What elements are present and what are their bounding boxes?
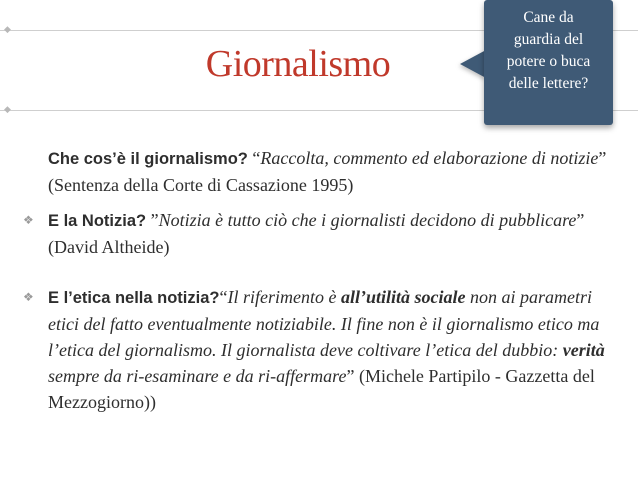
open-quote: “ xyxy=(247,148,261,168)
item-quote: Notizia è tutto ciò che i giornalisti decidono di pubblicare xyxy=(158,210,577,230)
close-quote: ” xyxy=(598,148,607,168)
divider-diamond-icon: ◆ xyxy=(4,104,11,114)
callout-box xyxy=(484,0,613,125)
item-label: E l’etica nella notizia? xyxy=(48,289,220,307)
item-source: (Sentenza della Corte di Cassazione 1995) xyxy=(48,175,354,195)
definition-journalism xyxy=(48,145,614,198)
item-quote: non ai parametri etici del fatto eventualmente notiziabile. Il fine non è il giornalismo etico ma l’etica del giornalismo. Il giornalista deve coltivare l’etica del dubbio: xyxy=(48,287,600,360)
close-quote: ” xyxy=(346,366,355,386)
callout-text xyxy=(484,7,613,95)
callout-pointer xyxy=(460,50,486,78)
item-quote: Il riferimento è xyxy=(227,287,341,307)
definition-ethics xyxy=(48,284,614,415)
slide-title: Giornalismo xyxy=(205,43,391,85)
item-label: E la Notizia? xyxy=(48,212,147,230)
item-source: (Michele Partipilo - Gazzetta del Mezzogiorno)) xyxy=(48,366,595,412)
definition-news xyxy=(48,207,614,260)
open-quote: “ xyxy=(219,287,228,307)
item-quote: sempre da ri-esaminare e da ri-affermare xyxy=(48,366,347,386)
close-quote: ” xyxy=(576,210,585,230)
callout-line: Cane da xyxy=(523,9,574,26)
bullet-icon: ❖ xyxy=(23,213,34,227)
bullet-icon: ❖ xyxy=(23,290,34,304)
callout-line: guardia del xyxy=(513,31,584,48)
item-source: (David Altheide) xyxy=(48,237,170,257)
callout-line: potere o buca xyxy=(506,53,591,70)
callout-line: delle lettere? xyxy=(508,75,589,92)
emphasis-truth: verità xyxy=(562,340,605,360)
divider-diamond-icon: ◆ xyxy=(4,24,11,34)
emphasis-social-utility: all’utilità sociale xyxy=(340,287,466,307)
open-quote: ” xyxy=(146,210,159,230)
item-label: Che cos’è il giornalismo? xyxy=(48,150,248,168)
item-quote: Raccolta, commento ed elaborazione di notizie xyxy=(260,148,599,168)
